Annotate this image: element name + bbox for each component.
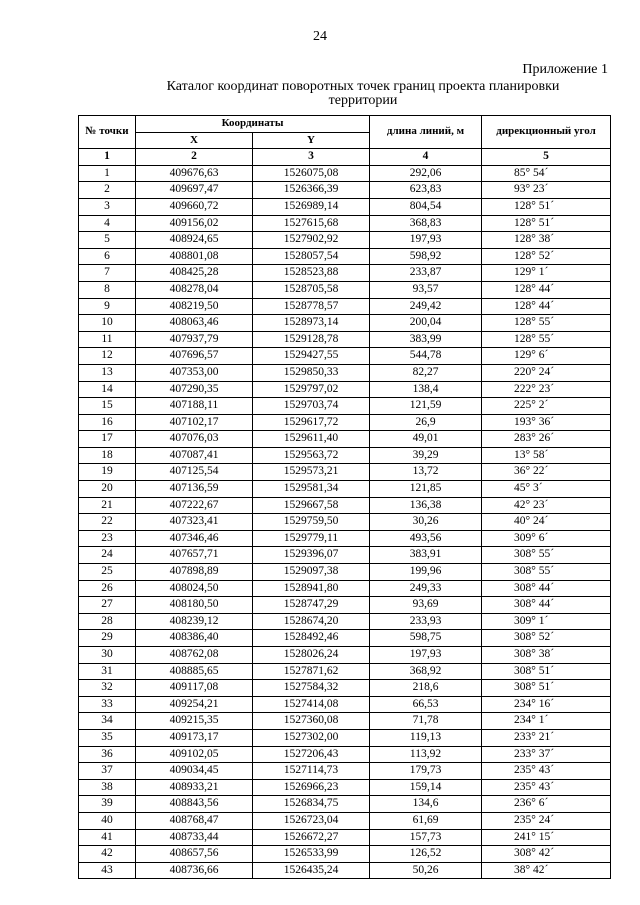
table-row [79,198,611,215]
y-coordinate-cell: 1529128,78 [253,331,370,348]
line-length-cell: 26,9 [370,414,482,431]
x-coordinate-cell: 407346,46 [136,530,253,547]
line-length-cell: 49,01 [370,431,482,448]
line-length-cell: 134,6 [370,796,482,813]
header-direction-angle: дирекционный угол [482,116,611,149]
x-coordinate-cell: 408924,65 [136,232,253,249]
y-coordinate-cell: 1526533,99 [253,846,370,863]
point-number-cell: 37 [79,763,136,780]
point-number-cell: 27 [79,597,136,614]
y-coordinate-cell: 1527615,68 [253,215,370,232]
x-coordinate-cell: 408278,04 [136,281,253,298]
table-row [79,547,611,564]
point-number-cell: 15 [79,398,136,415]
column-number-row [79,149,611,166]
table-row [79,431,611,448]
direction-angle-cell: 309° 6´ [482,530,611,547]
direction-angle-cell: 233° 37´ [482,746,611,763]
x-coordinate-cell: 407087,41 [136,447,253,464]
x-coordinate-cell: 408063,46 [136,315,253,332]
direction-angle-cell: 85° 54´ [482,165,611,182]
direction-angle-cell: 308° 42´ [482,846,611,863]
table-row [79,630,611,647]
point-number-cell: 31 [79,663,136,680]
y-coordinate-cell: 1526435,24 [253,862,370,879]
direction-angle-cell: 129° 1´ [482,265,611,282]
table-row [79,530,611,547]
y-coordinate-cell: 1526723,04 [253,812,370,829]
x-coordinate-cell: 409660,72 [136,198,253,215]
x-coordinate-cell: 409156,02 [136,215,253,232]
table-row [79,812,611,829]
header-line-length: длина линий, м [370,116,482,149]
line-length-cell: 50,26 [370,862,482,879]
direction-angle-cell: 308° 55´ [482,564,611,581]
line-length-cell: 218,6 [370,680,482,697]
header-point-number: № точки [79,116,136,149]
direction-angle-cell: 128° 51´ [482,198,611,215]
point-number-cell: 20 [79,481,136,498]
line-length-cell: 598,75 [370,630,482,647]
table-row [79,564,611,581]
table-row [79,447,611,464]
line-length-cell: 82,27 [370,364,482,381]
y-coordinate-cell: 1528747,29 [253,597,370,614]
point-number-cell: 43 [79,862,136,879]
table-row [79,514,611,531]
line-length-cell: 138,4 [370,381,482,398]
direction-angle-cell: 235° 24´ [482,812,611,829]
point-number-cell: 4 [79,215,136,232]
y-coordinate-cell: 1528057,54 [253,248,370,265]
point-number-cell: 29 [79,630,136,647]
line-length-cell: 66,53 [370,696,482,713]
x-coordinate-cell: 407125,54 [136,464,253,481]
x-coordinate-cell: 409102,05 [136,746,253,763]
y-coordinate-cell: 1527871,62 [253,663,370,680]
table-row [79,348,611,365]
direction-angle-cell: 234° 16´ [482,696,611,713]
y-coordinate-cell: 1529617,72 [253,414,370,431]
x-coordinate-cell: 408736,66 [136,862,253,879]
x-coordinate-cell: 409173,17 [136,729,253,746]
y-coordinate-cell: 1527206,43 [253,746,370,763]
line-length-cell: 121,85 [370,481,482,498]
column-number: 4 [370,149,482,166]
point-number-cell: 17 [79,431,136,448]
x-coordinate-cell: 408239,12 [136,613,253,630]
y-coordinate-cell: 1529427,55 [253,348,370,365]
direction-angle-cell: 235° 43´ [482,779,611,796]
y-coordinate-cell: 1526966,23 [253,779,370,796]
direction-angle-cell: 128° 44´ [482,298,611,315]
point-number-cell: 32 [79,680,136,697]
line-length-cell: 200,04 [370,315,482,332]
table-row [79,398,611,415]
y-coordinate-cell: 1529097,38 [253,564,370,581]
point-number-cell: 9 [79,298,136,315]
y-coordinate-cell: 1528523,88 [253,265,370,282]
y-coordinate-cell: 1528941,80 [253,580,370,597]
x-coordinate-cell: 407076,03 [136,431,253,448]
y-coordinate-cell: 1527414,08 [253,696,370,713]
table-row [79,647,611,664]
point-number-cell: 35 [79,729,136,746]
table-row [79,779,611,796]
document-title [140,80,586,108]
line-length-cell: 493,56 [370,530,482,547]
table-row [79,829,611,846]
y-coordinate-cell: 1529797,02 [253,381,370,398]
point-number-cell: 25 [79,564,136,581]
line-length-cell: 71,78 [370,713,482,730]
direction-angle-cell: 233° 21´ [482,729,611,746]
point-number-cell: 34 [79,713,136,730]
table-row [79,298,611,315]
page-number: 24 [313,29,327,44]
point-number-cell: 40 [79,812,136,829]
x-coordinate-cell: 409034,45 [136,763,253,780]
x-coordinate-cell: 408425,28 [136,265,253,282]
point-number-cell: 14 [79,381,136,398]
y-coordinate-cell: 1528674,20 [253,613,370,630]
x-coordinate-cell: 409697,47 [136,182,253,199]
table-body [79,149,611,879]
table-row [79,331,611,348]
y-coordinate-cell: 1526834,75 [253,796,370,813]
direction-angle-cell: 308° 52´ [482,630,611,647]
line-length-cell: 197,93 [370,647,482,664]
table-row [79,862,611,879]
x-coordinate-cell: 407353,00 [136,364,253,381]
column-number: 2 [136,149,253,166]
coordinates-table [78,115,611,879]
x-coordinate-cell: 408386,40 [136,630,253,647]
line-length-cell: 61,69 [370,812,482,829]
point-number-cell: 21 [79,497,136,514]
point-number-cell: 2 [79,182,136,199]
point-number-cell: 16 [79,414,136,431]
point-number-cell: 18 [79,447,136,464]
direction-angle-cell: 222° 23´ [482,381,611,398]
y-coordinate-cell: 1526366,39 [253,182,370,199]
table-row [79,663,611,680]
table-row [79,613,611,630]
point-number-cell: 24 [79,547,136,564]
header-coordinates: Координаты [136,116,370,133]
direction-angle-cell: 40° 24´ [482,514,611,531]
y-coordinate-cell: 1529779,11 [253,530,370,547]
point-number-cell: 26 [79,580,136,597]
table-row [79,763,611,780]
point-number-cell: 11 [79,331,136,348]
y-coordinate-cell: 1529396,07 [253,547,370,564]
y-coordinate-cell: 1526672,27 [253,829,370,846]
table-row [79,497,611,514]
x-coordinate-cell: 408801,08 [136,248,253,265]
y-coordinate-cell: 1528705,58 [253,281,370,298]
direction-angle-cell: 128° 44´ [482,281,611,298]
line-length-cell: 93,57 [370,281,482,298]
column-number: 3 [253,149,370,166]
point-number-cell: 5 [79,232,136,249]
table-row [79,464,611,481]
y-coordinate-cell: 1527114,73 [253,763,370,780]
x-coordinate-cell: 409676,63 [136,165,253,182]
point-number-cell: 39 [79,796,136,813]
line-length-cell: 93,69 [370,597,482,614]
direction-angle-cell: 13° 58´ [482,447,611,464]
direction-angle-cell: 193° 36´ [482,414,611,431]
x-coordinate-cell: 407102,17 [136,414,253,431]
line-length-cell: 233,93 [370,613,482,630]
line-length-cell: 383,91 [370,547,482,564]
y-coordinate-cell: 1528492,46 [253,630,370,647]
x-coordinate-cell: 408657,56 [136,846,253,863]
direction-angle-cell: 309° 1´ [482,613,611,630]
direction-angle-cell: 36° 22´ [482,464,611,481]
direction-angle-cell: 308° 38´ [482,647,611,664]
line-length-cell: 113,92 [370,746,482,763]
x-coordinate-cell: 407657,71 [136,547,253,564]
table-row [79,232,611,249]
point-number-cell: 19 [79,464,136,481]
line-length-cell: 126,52 [370,846,482,863]
line-length-cell: 197,93 [370,232,482,249]
y-coordinate-cell: 1526075,08 [253,165,370,182]
line-length-cell: 159,14 [370,779,482,796]
x-coordinate-cell: 408024,50 [136,580,253,597]
line-length-cell: 233,87 [370,265,482,282]
table-row [79,315,611,332]
x-coordinate-cell: 408843,56 [136,796,253,813]
y-coordinate-cell: 1529573,21 [253,464,370,481]
point-number-cell: 1 [79,165,136,182]
y-coordinate-cell: 1529759,50 [253,514,370,531]
line-length-cell: 804,54 [370,198,482,215]
table-row [79,182,611,199]
point-number-cell: 42 [79,846,136,863]
point-number-cell: 7 [79,265,136,282]
line-length-cell: 157,73 [370,829,482,846]
x-coordinate-cell: 407323,41 [136,514,253,531]
line-length-cell: 199,96 [370,564,482,581]
point-number-cell: 13 [79,364,136,381]
direction-angle-cell: 308° 51´ [482,680,611,697]
y-coordinate-cell: 1529703,74 [253,398,370,415]
table-row [79,215,611,232]
y-coordinate-cell: 1527902,92 [253,232,370,249]
x-coordinate-cell: 408933,21 [136,779,253,796]
y-coordinate-cell: 1529563,72 [253,447,370,464]
x-coordinate-cell: 408768,47 [136,812,253,829]
direction-angle-cell: 128° 55´ [482,315,611,332]
direction-angle-cell: 308° 51´ [482,663,611,680]
column-number: 1 [79,149,136,166]
column-number: 5 [482,149,611,166]
y-coordinate-cell: 1529850,33 [253,364,370,381]
line-length-cell: 121,59 [370,398,482,415]
direction-angle-cell: 308° 44´ [482,580,611,597]
table-row [79,680,611,697]
y-coordinate-cell: 1529581,34 [253,481,370,498]
line-length-cell: 598,92 [370,248,482,265]
title-line-2: территории [328,93,398,108]
y-coordinate-cell: 1527302,00 [253,729,370,746]
direction-angle-cell: 129° 6´ [482,348,611,365]
y-coordinate-cell: 1528973,14 [253,315,370,332]
direction-angle-cell: 220° 24´ [482,364,611,381]
line-length-cell: 119,13 [370,729,482,746]
direction-angle-cell: 225° 2´ [482,398,611,415]
line-length-cell: 30,26 [370,514,482,531]
point-number-cell: 38 [79,779,136,796]
line-length-cell: 383,99 [370,331,482,348]
direction-angle-cell: 235° 43´ [482,763,611,780]
point-number-cell: 12 [79,348,136,365]
x-coordinate-cell: 407222,67 [136,497,253,514]
direction-angle-cell: 45° 3´ [482,481,611,498]
table-row [79,265,611,282]
point-number-cell: 23 [79,530,136,547]
x-coordinate-cell: 408885,65 [136,663,253,680]
point-number-cell: 3 [79,198,136,215]
header-x: X [136,132,253,149]
point-number-cell: 41 [79,829,136,846]
x-coordinate-cell: 409254,21 [136,696,253,713]
table-row [79,796,611,813]
point-number-cell: 6 [79,248,136,265]
line-length-cell: 292,06 [370,165,482,182]
table-row [79,580,611,597]
y-coordinate-cell: 1526989,14 [253,198,370,215]
x-coordinate-cell: 409117,08 [136,680,253,697]
point-number-cell: 28 [79,613,136,630]
line-length-cell: 368,83 [370,215,482,232]
y-coordinate-cell: 1528026,24 [253,647,370,664]
x-coordinate-cell: 408762,08 [136,647,253,664]
table-row [79,597,611,614]
point-number-cell: 36 [79,746,136,763]
x-coordinate-cell: 407696,57 [136,348,253,365]
x-coordinate-cell: 407898,89 [136,564,253,581]
x-coordinate-cell: 408219,50 [136,298,253,315]
table-row [79,729,611,746]
line-length-cell: 13,72 [370,464,482,481]
x-coordinate-cell: 407937,79 [136,331,253,348]
point-number-cell: 10 [79,315,136,332]
line-length-cell: 136,38 [370,497,482,514]
line-length-cell: 368,92 [370,663,482,680]
direction-angle-cell: 308° 55´ [482,547,611,564]
table-row [79,414,611,431]
direction-angle-cell: 42° 23´ [482,497,611,514]
y-coordinate-cell: 1528778,57 [253,298,370,315]
line-length-cell: 623,83 [370,182,482,199]
direction-angle-cell: 93° 23´ [482,182,611,199]
y-coordinate-cell: 1527584,32 [253,680,370,697]
x-coordinate-cell: 409215,35 [136,713,253,730]
table-row [79,381,611,398]
point-number-cell: 22 [79,514,136,531]
table-row [79,713,611,730]
y-coordinate-cell: 1529667,58 [253,497,370,514]
x-coordinate-cell: 407290,35 [136,381,253,398]
direction-angle-cell: 128° 52´ [482,248,611,265]
header-y: Y [253,132,370,149]
direction-angle-cell: 236° 6´ [482,796,611,813]
x-coordinate-cell: 408733,44 [136,829,253,846]
direction-angle-cell: 38° 42´ [482,862,611,879]
table-row [79,746,611,763]
line-length-cell: 544,78 [370,348,482,365]
x-coordinate-cell: 407188,11 [136,398,253,415]
line-length-cell: 249,42 [370,298,482,315]
direction-angle-cell: 128° 38´ [482,232,611,249]
direction-angle-cell: 241° 15´ [482,829,611,846]
line-length-cell: 179,73 [370,763,482,780]
direction-angle-cell: 308° 44´ [482,597,611,614]
point-number-cell: 33 [79,696,136,713]
y-coordinate-cell: 1529611,40 [253,431,370,448]
table-row [79,846,611,863]
title-line-1: Каталог координат поворотных точек границ проекта планировки [166,79,560,94]
y-coordinate-cell: 1527360,08 [253,713,370,730]
appendix-label: Приложение 1 [522,62,608,77]
x-coordinate-cell: 408180,50 [136,597,253,614]
table-row [79,281,611,298]
x-coordinate-cell: 407136,59 [136,481,253,498]
point-number-cell: 8 [79,281,136,298]
direction-angle-cell: 128° 51´ [482,215,611,232]
table-row [79,165,611,182]
table-row [79,364,611,381]
direction-angle-cell: 234° 1´ [482,713,611,730]
direction-angle-cell: 283° 26´ [482,431,611,448]
table-row [79,481,611,498]
line-length-cell: 249,33 [370,580,482,597]
table-row [79,696,611,713]
table-row [79,248,611,265]
point-number-cell: 30 [79,647,136,664]
direction-angle-cell: 128° 55´ [482,331,611,348]
line-length-cell: 39,29 [370,447,482,464]
